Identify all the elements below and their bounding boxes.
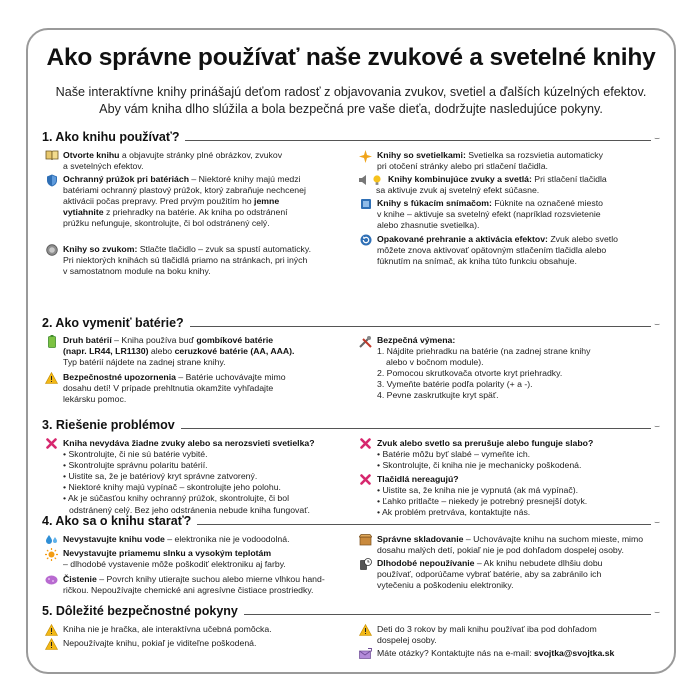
list-item: Kniha nie je hračka, ale interaktívna učebná pomôcka. [44,624,344,637]
list-item: Správne skladovanie – Uchovávajte knihu na suchom mieste, mimo dosahu malých detí, pokiaľ nie je pod dohľadom dospelej osoby. [358,534,658,556]
chevron-down-icon: ⌣ [654,421,660,431]
water-drop-icon [44,534,59,547]
cross-icon [44,438,59,451]
list-item: Kniha nevydáva žiadne zvuky alebo sa nerozsvieti svetielka? • Skontrolujte, či nie sú batérie vybité. • Skontrolujte správnu polaritu batérií. • Uistite sa, že je batériový kryt správne zatvorený. • Niektoré knihy majú vypínač – skontrolujte jeho polohu. • Ak je súčasťou knihy ochranný prúžok, skontrolujte, či bol odstránený celý. Bez jeho odstránenia nebude kniha fungovať. [44,438,344,516]
section-troubleshooting [42,416,660,524]
email-link[interactable]: svojtka@svojtka.sk [533,648,615,658]
section-title: 3. Riešenie problémov [42,418,175,432]
chevron-down-icon: ⌣ [654,607,660,617]
warning-icon [44,372,59,385]
mail-icon [358,648,373,661]
warning-icon [44,638,59,651]
intro-text [38,84,664,118]
list-item: Otvorte knihu a objavujte stránky plné obrázkov, zvukov a svetelných efektov. [44,150,344,172]
tools-icon [358,335,373,348]
battery-icon [44,335,59,348]
section-battery [42,314,660,410]
blow-book-icon [358,198,373,211]
list-item: Čistenie – Povrch knihy utierajte suchou alebo mierne vlhkou hand- ričkou. Nepoužívajte chemické ani agresívne čistiace prostriedky. [44,574,344,596]
list-item: Nevystavujte knihu vode – elektronika nie je vodoodolná. [44,534,344,547]
section-title: 4. Ako sa o knihu starať? [42,514,192,528]
section-how-to-use [42,128,660,306]
sparkle-icon [358,150,373,163]
intro-line-1: Naše interaktívne knihy prinášajú deťom radosť z objavovania zvukov, svetiel a ďalších kúzelných efektov. [55,85,647,99]
list-item: Ochranný prúžok pri batériách – Niektoré knihy majú medzi batériami ochranný plastový prúžok, ktorý zabraňuje nechcenej aktivácii počas prepravy. Pred prvým použitím ho jemne vytiahnite z priehradky na batérie. Ak kniha po odstránení prúžku nefunguje, skontrolujte, či bol odstránený celý. [44,174,344,229]
page-title: Ako správne používať naše zvukové a svetelné knihy [46,44,656,71]
list-item: Nevystavujte priamemu slnku a vysokým teplotám – dlhodobé vystavenie môže poškodiť elektroniku aj farby. [44,548,344,570]
list-item: Máte otázky? Kontaktujte nás na e-mail: svojtka@svojtka.sk [358,648,658,661]
list-item: Dlhodobé nepoužívanie – Ak knihu nebudete dlhšiu dobu používať, odporúčame vybrať batérie, aby sa zabránilo ich vytečeniu a poškodeniu elektroniky. [358,558,658,591]
storage-box-icon [358,534,373,547]
section-title: 5. Dôležité bezpečnostné pokyny [42,604,238,618]
replay-icon [358,234,373,247]
info-card [26,28,676,674]
book-icon [44,150,59,163]
warning-icon [44,624,59,637]
section-care [42,512,660,602]
shield-icon [44,174,59,187]
section-safety [42,602,660,668]
list-item: Zvuk alebo svetlo sa prerušuje alebo funguje slabo? • Batérie môžu byť slabé – vymeňte ich. • Skontrolujte, či kniha nie je mechanicky poškodená. [358,438,658,471]
cross-icon [358,474,373,487]
list-item: Knihy kombinujúce zvuky a svetlá: Pri stlačení tlačidla sa aktivuje zvuk aj svetelný efekt súčasne. [358,174,658,196]
list-item: Bezpečná výmena: 1. Nájdite priehradku na batérie (na zadnej strane knihy alebo v bočnom module). 2. Pomocou skrutkovača otvorte kryt priehradky. 3. Vymeňte batérie podľa polarity (+ a -). 4. Pevne zaskrutkujte kryt späť. [358,335,658,402]
cross-icon [358,438,373,451]
chevron-down-icon: ⌣ [654,133,660,143]
section-title: 2. Ako vymeniť batérie? [42,316,184,330]
sun-icon [44,548,59,561]
sponge-icon [44,574,59,587]
list-item: Opakované prehranie a aktivácia efektov: Zvuk alebo svetlo môžete znova aktivovať opätovným stlačením tlačidla alebo fúknutím na snímač, ak kniha túto funkciu obsahuje. [358,234,658,267]
section-title: 1. Ako knihu používať? [42,130,180,144]
list-item: Knihy so zvukom: Stlačte tlačidlo – zvuk sa spustí automaticky. Pri niektorých knihách sú tlačidlá priamo na stránkach, pri iných v samostatnom module na boku knihy. [44,244,344,277]
list-item: Druh batérií – Kniha používa buď gombíkové batérie (napr. LR44, LR1130) alebo ceruzkové batérie (AA, AAA). Typ batérií nájdete na zadnej strane knihy. [44,335,344,368]
list-item: Nepoužívajte knihu, pokiaľ je viditeľne poškodená. [44,638,344,651]
clock-battery-icon [358,558,373,571]
chevron-down-icon: ⌣ [654,517,660,527]
sound-button-icon [44,244,59,257]
warning-icon [358,624,373,637]
list-item: Knihy s fúkacím snímačom: Fúknite na označené miesto v knihe – aktivuje sa svetelný efekt (napríklad rozsvietenie alebo zhasnutie svetielka). [358,198,658,231]
chevron-down-icon: ⌣ [654,319,660,329]
list-item: Tlačidlá nereagujú? • Uistite sa, že kniha nie je vypnutá (ak má vypínač). • Ľahko pritlačte – niekedy je potrebný presnejší dotyk. • Ak problém pretrváva, kontaktujte nás. [358,474,658,518]
list-item: Deti do 3 rokov by mali knihu používať iba pod dohľadom dospelej osoby. [358,624,658,646]
list-item: Knihy so svetielkami: Svetielka sa rozsvietia automaticky pri otočení stránky alebo pri stlačení tlačidla. [358,150,658,172]
intro-line-2: Aby vám kniha dlho slúžila a bola bezpečná pre vaše dieťa, dodržujte nasledujúce pokyny. [99,102,603,116]
list-item: Bezpečnostné upozornenia – Batérie uchovávajte mimo dosahu detí! V prípade prehltnutia okamžite vyhľadajte lekársku pomoc. [44,372,344,405]
